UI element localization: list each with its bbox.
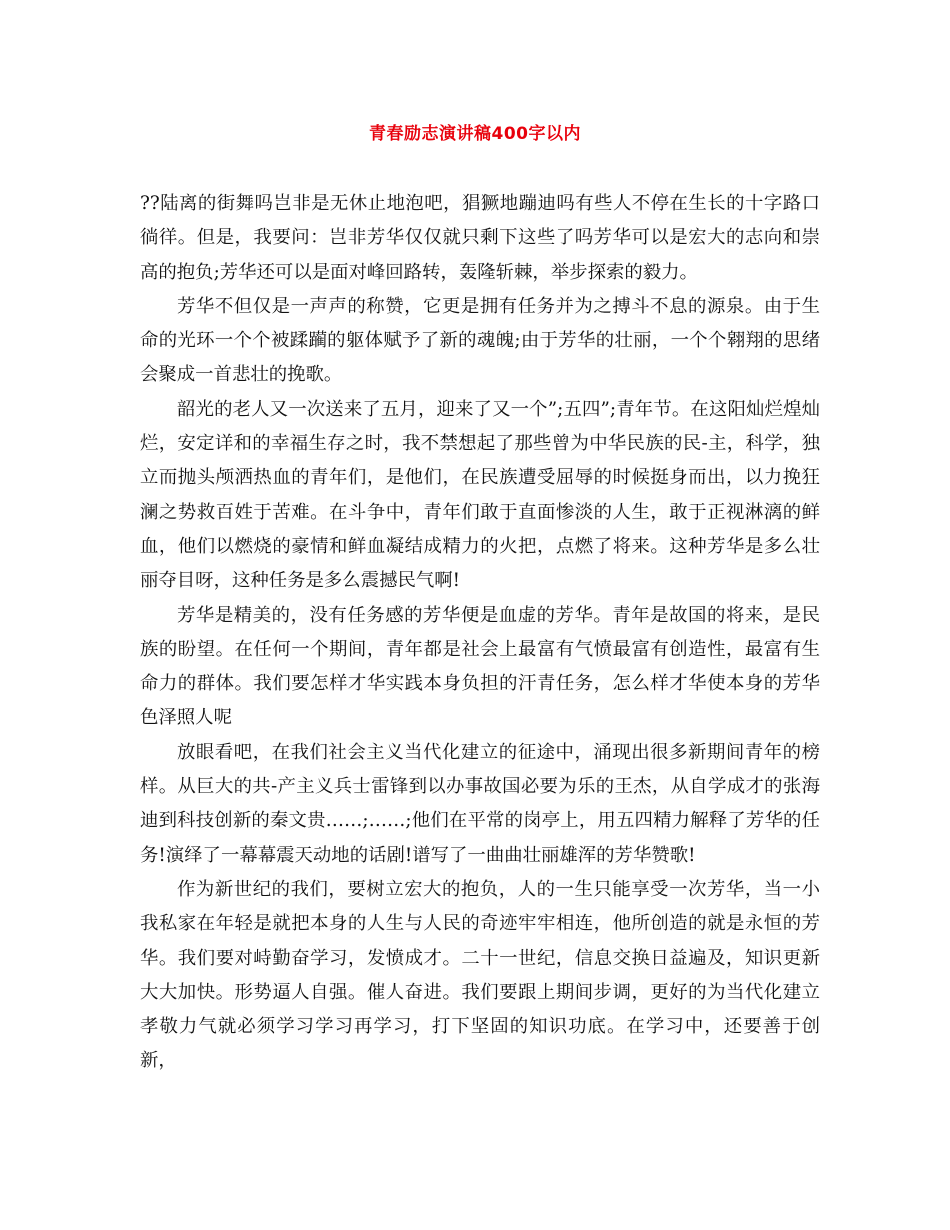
paragraph: 芳华不但仅是一声声的称赞，它更是拥有任务并为之搏斗不息的源泉。由于生命的光环一个个被蹂躏的躯体赋予了新的魂魄;由于芳华的壮丽，一个个翱翔的思绪会聚成一首悲壮的挽歌。 [140, 295, 820, 386]
paragraph: 芳华是精美的，没有任务感的芳华便是血虚的芳华。青年是故国的将来，是民族的盼望。在任何一个期间，青年都是社会上最富有气愤最富有创造性，最富有生命力的群体。我们要怎样才华实践本身负担的汗青任务，怎么样才华使本身的芳华色泽照人呢 [140, 604, 820, 729]
paragraph: 放眼看吧，在我们社会主义当代化建立的征途中，涌现出很多新期间青年的榜样。从巨大的共-产主义兵士雷锋到以办事故国必要为乐的王杰，从自学成才的张海迪到科技创新的秦文贵……;……;他们在平常的岗亭上，用五四精力解释了芳华的任务!演绎了一幕幕震天动地的话剧!谱写了一曲曲壮丽雄浑的芳华赞歌! [140, 741, 820, 866]
document-body [140, 187, 820, 1079]
paragraph: 韶光的老人又一次送来了五月，迎来了又一个”;五四”;青年节。在这阳灿烂煌灿烂，安定详和的幸福生存之时，我不禁想起了那些曾为中华民族的民-主，科学，独立而抛头颅洒热血的青年们，是他们，在民族遭受屈辱的时候挺身而出，以力挽狂澜之势救百姓于苦难。在斗争中，青年们敢于直面惨淡的人生，敢于正视淋漓的鲜血，他们以燃烧的豪情和鲜血凝结成精力的火把，点燃了将来。这种芳华是多么壮丽夺目呀，这种任务是多么震撼民气啊! [140, 398, 820, 592]
paragraph: ??陆离的街舞吗岂非是无休止地泡吧，猖獗地蹦迪吗有些人不停在生长的十字路口徜徉。但是，我要问：岂非芳华仅仅就只剩下这些了吗芳华可以是宏大的志向和崇高的抱负;芳华还可以是面对峰回路转，轰隆斩棘，举步探索的毅力。 [140, 193, 820, 283]
document-title: 青春励志演讲稿400字以内 [369, 124, 581, 144]
paragraph: 作为新世纪的我们，要树立宏大的抱负，人的一生只能享受一次芳华，当一小我私家在年轻是就把本身的人生与人民的奇迹牢牢相连，他所创造的就是永恒的芳华。我们要对峙勤奋学习，发愤成才。二十一世纪，信息交换日益遍及，知识更新大大加快。形势逼人自强。催人奋进。我们要跟上期间步调，更好的为当代化建立孝敬力气就必须学习学习再学习，打下坚固的知识功底。在学习中，还要善于创新， [140, 878, 820, 1072]
